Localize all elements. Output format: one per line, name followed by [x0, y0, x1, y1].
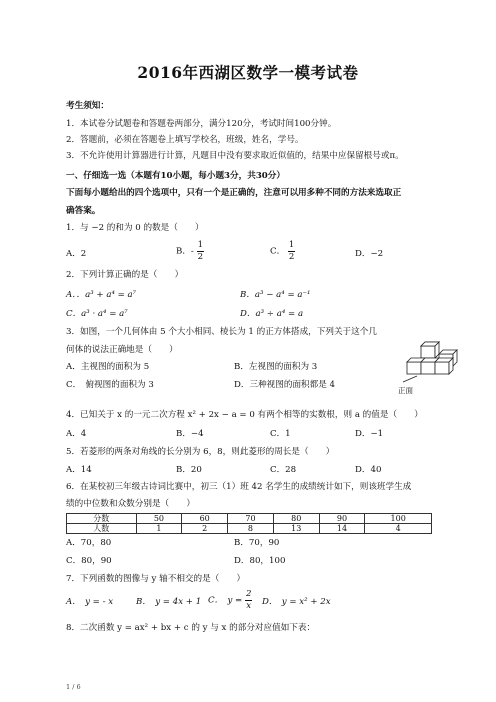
- q6-stem-2: 绩的中位数和众数分别是（ ）: [66, 499, 195, 509]
- table-cell: 4: [365, 524, 432, 534]
- q3-stem-2: 何体的说法正确地是（ ）: [66, 345, 178, 355]
- section-instruction-1: 下面每小题给出的四个选项中，只有一个是正确的，注意可以用多种不同的方法来选取正: [66, 188, 402, 198]
- q3-option-a: A．主视图的面积为 5: [66, 362, 150, 372]
- q3-figure-label: 正面: [398, 386, 413, 395]
- table-cell: 14: [319, 524, 365, 534]
- q6-option-d: D．80，100: [234, 556, 286, 566]
- q1-stem: 1．与 −2 的和为 0 的数是（ ）: [66, 223, 204, 233]
- q6-option-c: C．80，90: [66, 556, 112, 566]
- q5-option-c: C．28: [270, 465, 297, 475]
- q4-stem: 4．已知关于 x 的一元二次方程 x² + 2x − a = 0 有两个相等的实数根，则 a 的值是（ ）: [66, 410, 423, 420]
- q4-option-b: B．−4: [176, 429, 204, 439]
- section-instruction-2: 确答案。: [66, 206, 101, 216]
- q7-option-a: A． y = - x: [66, 597, 114, 607]
- table-cell: 80: [273, 514, 319, 524]
- q2-option-d: D．a³ ÷ a⁴ = a: [240, 309, 304, 319]
- page-number: 1 / 6: [66, 683, 81, 691]
- table-cell: 70: [228, 514, 274, 524]
- table-cell: 50: [136, 514, 182, 524]
- q4-option-d: D．−1: [355, 429, 384, 439]
- q3-stem-1: 3．如图，一个几何体由 5 个大小相同、棱长为 1 的正方体搭成，下列关于这个几: [66, 327, 377, 337]
- table-row-label: 分数: [67, 514, 137, 524]
- q3-cube-figure: [395, 338, 465, 388]
- table-cell: 100: [365, 514, 432, 524]
- table-cell: 8: [228, 524, 274, 534]
- q7-option-c-label: C． y =: [208, 595, 243, 606]
- q7-stem: 7．下列函数的图像与 y 轴不相交的是（ ）: [66, 574, 246, 584]
- q1-option-b-fraction: $\frac{1}{2}$: [197, 240, 204, 262]
- q1-option-d: D．−2: [355, 249, 384, 259]
- page-title: 2016年西湖区数学一模考试卷: [137, 63, 359, 82]
- table-cell: 60: [182, 514, 228, 524]
- q8-stem: 8．二次函数 y = ax² + bx + c 的 y 与 x 的部分对应值如下表：: [66, 623, 316, 633]
- q5-option-d: D．40: [355, 465, 382, 475]
- table-cell: 90: [319, 514, 365, 524]
- notice-item-3: 3．不允许使用计算器进行计算，凡题目中没有要求取近似值的，结果中应保留根号或π。: [66, 151, 404, 161]
- notice-heading: 考生须知：: [66, 101, 109, 111]
- table-cell: 13: [273, 524, 319, 534]
- q3-option-c: C． 俯视图的面积为 3: [66, 380, 154, 390]
- q6-stem-1: 6．在某校初三年级古诗词比赛中，初三（1）班 42 名学生的成绩统计如下，则该班学生成: [66, 482, 412, 492]
- q7-option-d: D． y = x² + 2x: [262, 597, 331, 607]
- table-cell: 2: [182, 524, 228, 534]
- q1-option-b: [176, 241, 204, 261]
- table-row: [67, 514, 432, 524]
- q4-option-a: A．4: [66, 429, 87, 439]
- q2-option-a: A．．a³ + a⁴ = a⁷: [66, 290, 137, 300]
- q7-option-c-fraction: $\frac{2}{x}$: [246, 589, 252, 611]
- q1-option-c: [270, 241, 295, 261]
- q6-option-a: A．70，80: [66, 538, 112, 548]
- q4-option-c: C．1: [270, 429, 291, 439]
- notice-item-2: 2．答题前，必须在答题卷上填写学校名，班级，姓名，学号。: [66, 135, 304, 145]
- q6-score-table: [66, 513, 432, 534]
- q5-option-b: B．20: [176, 465, 202, 475]
- q7-option-b: B． y = 4x + 1: [136, 597, 202, 607]
- cube-drawing: [395, 338, 465, 388]
- notice-item-1: 1．本试卷分试题卷和答题卷两部分，满分120分，考试时间100分钟。: [66, 119, 337, 129]
- q7-option-c: [208, 590, 252, 610]
- q2-option-b: B．a³ − a⁴ = a⁻¹: [240, 290, 311, 300]
- q2-stem: 2．下列计算正确的是（ ）: [66, 270, 184, 280]
- q1-option-c-label: C．: [270, 246, 286, 257]
- table-row-label: 人数: [67, 524, 137, 534]
- table-cell: 1: [136, 524, 182, 534]
- section-heading: 一、仔细选一选（本题有10小题，每小题3分，共30分）: [66, 171, 285, 181]
- q1-option-a: A．2: [66, 249, 87, 259]
- q5-option-a: A．14: [66, 465, 92, 475]
- q3-option-d: D．三种视图的面积都是 4: [234, 380, 336, 390]
- q2-option-c: C．a³ · a⁴ = a⁷: [66, 309, 128, 319]
- q5-stem: 5．若菱形的两条对角线的长分别为 6，8，则此菱形的周长是（ ）: [66, 447, 335, 457]
- q1-option-c-fraction: $\frac{1}{2}$: [288, 240, 295, 262]
- q6-option-b: B．70，90: [234, 538, 280, 548]
- q1-option-b-label: B．-: [176, 246, 194, 257]
- q3-option-b: B．左视图的面积为 3: [234, 362, 318, 372]
- table-row: [67, 524, 432, 534]
